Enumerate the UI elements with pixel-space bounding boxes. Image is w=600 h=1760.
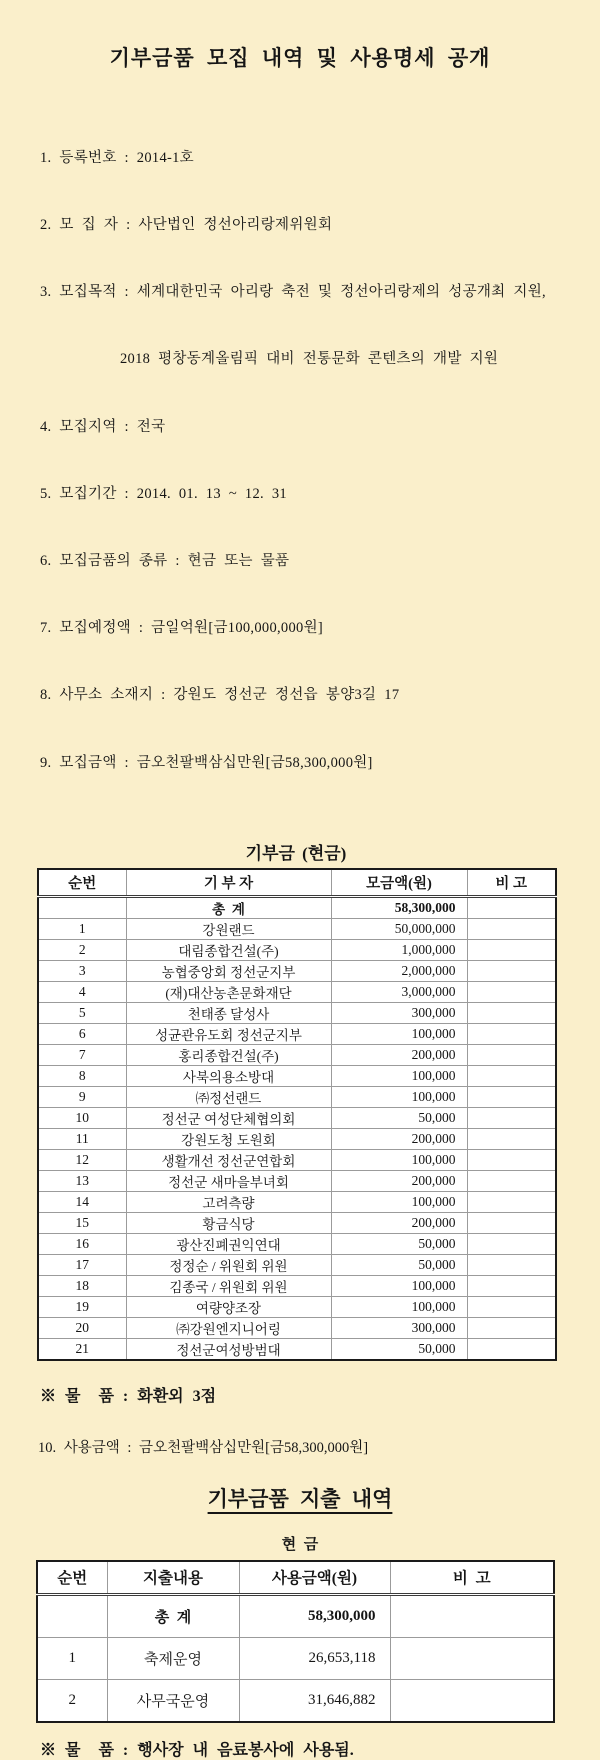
info-line-5: 5. 모집기간 : 2014. 01. 13 ~ 12. 31: [40, 485, 287, 502]
donation-row-no: 6: [38, 1023, 126, 1044]
info-line-4: 4. 모집지역 : 전국: [40, 418, 166, 435]
donation-table-row: [38, 1254, 556, 1275]
donation-row-no: 18: [38, 1275, 126, 1296]
donation-row-donor: 농협중앙회 정선군지부: [126, 960, 331, 981]
donation-row-donor: 사북의용소방대: [126, 1065, 331, 1086]
expense-table-row: [37, 1637, 554, 1679]
info-line-6: 6. 모집금품의 종류 : 현금 또는 물품: [40, 553, 290, 570]
donation-row-amount: 200,000: [331, 1044, 467, 1065]
donation-row-donor: 생활개선 정선군연합회: [126, 1149, 331, 1170]
expense-table: [36, 1560, 555, 1723]
donation-row-donor: 정정순 / 위원회 위원: [126, 1254, 331, 1275]
donation-header-note: 비 고: [467, 869, 556, 897]
donation-row-no: 17: [38, 1254, 126, 1275]
donation-row-note: [467, 1338, 556, 1360]
donation-table-row: [38, 1086, 556, 1107]
donation-row-amount: 100,000: [331, 1065, 467, 1086]
donation-table-row: [38, 1338, 556, 1360]
donation-row-note: [467, 1233, 556, 1254]
donation-row-no: 11: [38, 1128, 126, 1149]
donation-row-no: 20: [38, 1317, 126, 1338]
expense-table-header-row: [37, 1561, 554, 1595]
donation-table-row: [38, 1065, 556, 1086]
donation-row-no: 8: [38, 1065, 126, 1086]
expense-row-no: 2: [37, 1679, 107, 1722]
donation-row-no: 7: [38, 1044, 126, 1065]
usage-amount-line: 10. 사용금액 : 금오천팔백삼십만원[금58,300,000원]: [38, 1439, 369, 1456]
expense-total-label: 총 계: [107, 1594, 239, 1637]
expense-header-amount: 사용금액(원): [239, 1561, 390, 1595]
info-line-8: 8. 사무소 소재지 : 강원도 정선군 정선읍 봉양3길 17: [40, 687, 400, 704]
cash-subtitle: 현 금: [281, 1536, 319, 1553]
donation-row-note: [467, 939, 556, 960]
donation-table-header-row: [38, 869, 556, 897]
donation-row-donor: 홍리종합건설(주): [126, 1044, 331, 1065]
expense-row-note: [390, 1637, 554, 1679]
donation-table-row: [38, 918, 556, 939]
expense-row-item: 축제운영: [107, 1637, 239, 1679]
expense-row-amount: 31,646,882: [239, 1679, 390, 1722]
donation-table-row: [38, 1107, 556, 1128]
collection-info-list: [40, 102, 600, 819]
donation-table-row: [38, 1317, 556, 1338]
expense-total-row: [37, 1594, 554, 1637]
donation-total-row: [38, 896, 556, 918]
expense-total-amount: 58,300,000: [239, 1594, 390, 1637]
donation-table-row: [38, 1170, 556, 1191]
donation-total-label: 총 계: [126, 896, 331, 918]
donation-row-note: [467, 1296, 556, 1317]
donation-table-row: [38, 1296, 556, 1317]
donation-row-amount: 200,000: [331, 1170, 467, 1191]
donation-row-note: [467, 981, 556, 1002]
expense-total-note: [390, 1594, 554, 1637]
donation-row-note: [467, 1275, 556, 1296]
donation-row-no: 15: [38, 1212, 126, 1233]
donation-table-title: 기부금 (현금): [245, 843, 347, 863]
donation-row-amount: 1,000,000: [331, 939, 467, 960]
donation-row-amount: 300,000: [331, 1002, 467, 1023]
donation-row-amount: 50,000,000: [331, 918, 467, 939]
info-line-3-continued: 2018 평창동계올림픽 대비 전통문화 콘텐츠의 개발 지원: [120, 351, 499, 368]
donation-row-amount: 100,000: [331, 1086, 467, 1107]
expense-header-item: 지출내용: [107, 1561, 239, 1595]
donation-row-no: 21: [38, 1338, 126, 1360]
donation-table-row: [38, 939, 556, 960]
donation-row-donor: (재)대산농촌문화재단: [126, 981, 331, 1002]
donation-row-note: [467, 1107, 556, 1128]
donation-row-amount: 3,000,000: [331, 981, 467, 1002]
donation-row-note: [467, 1065, 556, 1086]
donation-row-no: 13: [38, 1170, 126, 1191]
donation-row-no: 16: [38, 1233, 126, 1254]
donation-header-donor: 기 부 자: [126, 869, 331, 897]
donation-row-amount: 50,000: [331, 1254, 467, 1275]
donation-table-row: [38, 1044, 556, 1065]
donation-table-row: [38, 1023, 556, 1044]
donation-row-amount: 300,000: [331, 1317, 467, 1338]
goods-note-expense: ※ 물 품 : 행사장 내 음료봉사에 사용됨.: [40, 1741, 354, 1759]
donation-row-donor: ㈜강원엔지니어링: [126, 1317, 331, 1338]
donation-row-donor: 정선군 여성단체협의회: [126, 1107, 331, 1128]
donation-row-donor: 성균관유도회 정선군지부: [126, 1023, 331, 1044]
donation-row-no: 1: [38, 918, 126, 939]
expense-total-no: [37, 1594, 107, 1637]
expense-section-title: 기부금품 지출 내역: [207, 1486, 393, 1511]
donation-row-no: 19: [38, 1296, 126, 1317]
donation-row-note: [467, 1023, 556, 1044]
donation-row-no: 12: [38, 1149, 126, 1170]
donation-row-donor: 천태종 달성사: [126, 1002, 331, 1023]
expense-row-item: 사무국운영: [107, 1679, 239, 1722]
donation-row-amount: 50,000: [331, 1233, 467, 1254]
donation-table-row: [38, 981, 556, 1002]
donation-row-amount: 100,000: [331, 1275, 467, 1296]
donation-table-row: [38, 1275, 556, 1296]
donation-row-note: [467, 1212, 556, 1233]
donation-table-row: [38, 1233, 556, 1254]
donation-row-donor: 강원도청 도원회: [126, 1128, 331, 1149]
donation-table-row: [38, 1149, 556, 1170]
donation-row-donor: 정선군 새마을부녀회: [126, 1170, 331, 1191]
donation-row-no: 3: [38, 960, 126, 981]
donation-row-note: [467, 1128, 556, 1149]
donation-row-amount: 100,000: [331, 1296, 467, 1317]
donation-row-note: [467, 918, 556, 939]
donation-row-amount: 50,000: [331, 1107, 467, 1128]
info-line-9: 9. 모집금액 : 금오천팔백삼십만원[금58,300,000원]: [40, 754, 373, 771]
donation-row-donor: 여량양조장: [126, 1296, 331, 1317]
donation-row-amount: 200,000: [331, 1212, 467, 1233]
page-title: 기부금품 모집 내역 및 사용명세 공개: [109, 46, 491, 70]
expense-row-no: 1: [37, 1637, 107, 1679]
donation-total-no: [38, 896, 126, 918]
donation-total-amount: 58,300,000: [331, 896, 467, 918]
donation-row-no: 9: [38, 1086, 126, 1107]
donation-row-donor: 황금식당: [126, 1212, 331, 1233]
donation-row-note: [467, 1044, 556, 1065]
donation-row-donor: 정선군여성방범대: [126, 1338, 331, 1360]
goods-note-collection: ※ 물 품 : 화환외 3점: [40, 1387, 217, 1405]
donation-row-note: [467, 1191, 556, 1212]
expense-table-row: [37, 1679, 554, 1722]
donation-row-donor: 김종국 / 위원회 위원: [126, 1275, 331, 1296]
donation-row-note: [467, 1254, 556, 1275]
donation-row-note: [467, 960, 556, 981]
donation-row-donor: 고려측량: [126, 1191, 331, 1212]
donation-row-amount: 200,000: [331, 1128, 467, 1149]
donation-header-no: 순번: [38, 869, 126, 897]
donation-header-amount: 모금액(원): [331, 869, 467, 897]
donation-row-no: 2: [38, 939, 126, 960]
donation-row-note: [467, 1170, 556, 1191]
expense-row-note: [390, 1679, 554, 1722]
info-line-3: 3. 모집목적 : 세계대한민국 아리랑 축전 및 정선아리랑제의 성공개최 지원,: [40, 284, 546, 301]
donation-table-row: [38, 1002, 556, 1023]
expense-table-wrap: [0, 1560, 600, 1723]
donation-row-donor: 광산진폐권익연대: [126, 1233, 331, 1254]
donation-total-note: [467, 896, 556, 918]
donation-row-amount: 100,000: [331, 1023, 467, 1044]
expense-header-note: 비 고: [390, 1561, 554, 1595]
donation-row-note: [467, 1086, 556, 1107]
donation-row-no: 5: [38, 1002, 126, 1023]
info-line-7: 7. 모집예정액 : 금일억원[금100,000,000원]: [40, 620, 324, 637]
donation-row-amount: 100,000: [331, 1149, 467, 1170]
donation-row-amount: 100,000: [331, 1191, 467, 1212]
donation-row-no: 14: [38, 1191, 126, 1212]
info-line-2: 2. 모 집 자 : 사단법인 정선아리랑제위원회: [40, 217, 333, 234]
donation-row-no: 10: [38, 1107, 126, 1128]
expense-header-no: 순번: [37, 1561, 107, 1595]
donation-row-note: [467, 1149, 556, 1170]
info-line-1: 1. 등록번호 : 2014-1호: [40, 149, 194, 166]
donation-row-amount: 2,000,000: [331, 960, 467, 981]
donation-table-row: [38, 1128, 556, 1149]
expense-row-amount: 26,653,118: [239, 1637, 390, 1679]
donation-row-donor: ㈜정선랜드: [126, 1086, 331, 1107]
donation-table: [37, 868, 557, 1361]
donation-row-note: [467, 1002, 556, 1023]
donation-table-row: [38, 1191, 556, 1212]
donation-row-donor: 강원랜드: [126, 918, 331, 939]
donation-table-row: [38, 1212, 556, 1233]
donation-row-donor: 대림종합건설(주): [126, 939, 331, 960]
donation-row-amount: 50,000: [331, 1338, 467, 1360]
donation-row-note: [467, 1317, 556, 1338]
donation-row-no: 4: [38, 981, 126, 1002]
donation-table-row: [38, 960, 556, 981]
